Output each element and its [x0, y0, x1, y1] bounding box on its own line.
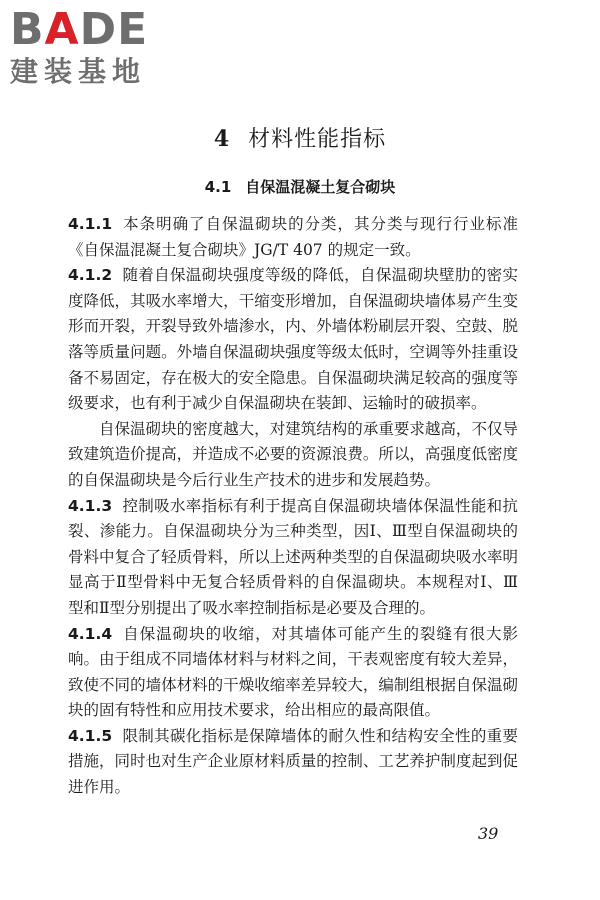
clause-text: 限制其碳化指标是保障墙体的耐久性和结构安全性的重要措施，同时也对生产企业原材料质量的控制、工艺养护制度起到促进作用。	[68, 726, 518, 797]
clause-4-1-4	[68, 622, 518, 724]
clause-number: 4.1.3	[68, 496, 113, 515]
page-number: 39	[478, 824, 499, 843]
clause-text: 自保温砌块的收缩，对其墙体可能产生的裂缝有很大影响。由于组成不同墙体材料与材料之间，干表观密度有较大差异，致使不同的墙体材料的干燥收缩率差异较大，编制组根据自保温砌块的固有特性和应用技术要求，给出相应的最高限值。	[68, 624, 518, 720]
section-title	[0, 176, 600, 197]
section-number: 4.1	[204, 178, 232, 196]
clause-text: 自保温砌块的密度越大，对建筑结构的承重要求越高，不仅导致建筑造价提高，并造成不必要的资源浪费。所以，高强度低密度的自保温砌块是今后行业生产技术的进步和发展趋势。	[68, 419, 518, 489]
logo-letter-a: A	[44, 4, 80, 55]
clause-4-1-5	[68, 724, 518, 801]
clause-number: 4.1.5	[68, 726, 113, 745]
brand-logo	[10, 4, 190, 88]
body-text	[68, 212, 518, 801]
clause-4-1-3	[68, 494, 518, 622]
clause-number: 4.1.1	[68, 215, 113, 233]
clause-number: 4.1.4	[68, 624, 113, 643]
logo-letters-de: DE	[79, 4, 149, 55]
clause-number: 4.1.2	[68, 266, 113, 285]
logo-wordmark	[10, 4, 190, 55]
chapter-title	[0, 122, 600, 153]
section-title-text: 自保温混凝土复合砌块	[245, 178, 396, 196]
logo-letter-b: B	[10, 4, 45, 55]
clause-4-1-1	[68, 212, 518, 263]
clause-text: 随着自保温砌块强度等级的降低，自保温砌块壁肋的密实度降低，其吸水率增大，干缩变形增加，自保温砌块墙体易产生变形而开裂，开裂导致外墙渗水，内、外墙体粉刷层开裂、空鼓、脱落等质量问题。外墙自保温砌块强度等级太低时，空调等外挂重设备不易固定，存在极大的安全隐患。自保温砌块满足较高的强度等级要求，也有利于减少自保温砌块在装卸、运输时的破损率。	[68, 266, 518, 413]
clause-4-1-2	[68, 263, 518, 417]
clause-4-1-2-continued	[68, 417, 518, 494]
chapter-title-text: 材料性能指标	[248, 127, 387, 152]
logo-subtitle: 建装基地	[10, 55, 147, 88]
clause-text: 本条明确了自保温砌块的分类，其分类与现行行业标准《自保温混凝土复合砌块》JG/T 407 的规定一致。	[68, 215, 518, 259]
chapter-number: 4	[213, 126, 231, 152]
clause-text: 控制吸水率指标有利于提高自保温砌块墙体保温性能和抗裂、渗能力。自保温砌块分为三种类型，因Ⅰ、Ⅲ型自保温砌块的骨料中复合了轻质骨料，所以上述两种类型的自保温砌块吸水率明显高于Ⅱ型骨料中无复合轻质骨料的自保温砌块。本规程对Ⅰ、Ⅲ型和Ⅱ型分别提出了吸水率控制指标是必要及合理的。	[68, 496, 518, 617]
